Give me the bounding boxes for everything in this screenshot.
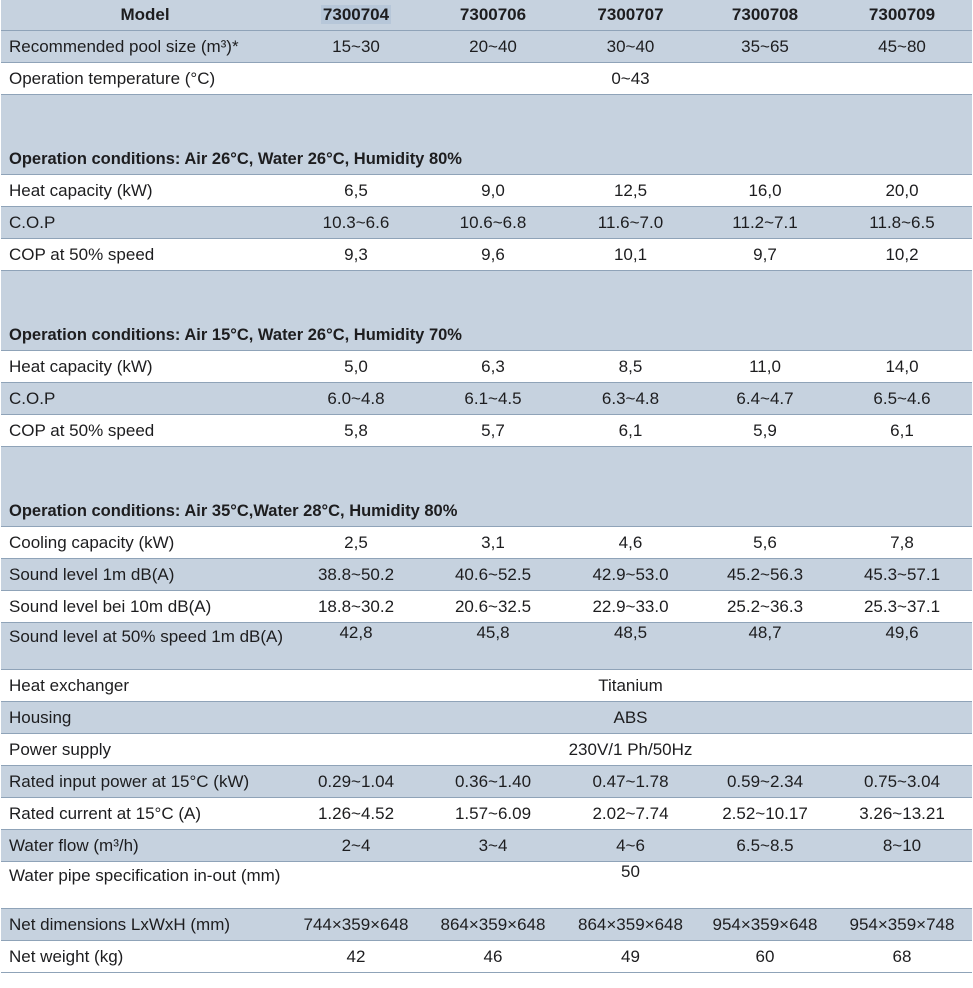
spec-row-sound-level-1m-db-a bbox=[1, 559, 972, 591]
section-title: Operation conditions: Air 35°C,Water 28°C, Humidity 80% bbox=[1, 447, 972, 527]
row-label: Sound level at 50% speed 1m dB(A) bbox=[1, 623, 289, 670]
section-header bbox=[1, 95, 972, 175]
row-value-model-1: 0.29~1.04 bbox=[289, 766, 423, 798]
row-value-model-3: 4,6 bbox=[563, 527, 698, 559]
row-value-model-2: 9,6 bbox=[423, 239, 563, 271]
row-label: Power supply bbox=[1, 734, 289, 766]
row-value-model-3: 864×359×648 bbox=[563, 909, 698, 941]
row-value-model-5: 10,2 bbox=[832, 239, 972, 271]
row-value-model-3: 4~6 bbox=[563, 830, 698, 862]
model-1-highlighted: 7300704 bbox=[322, 5, 390, 24]
row-value-model-3: 6,1 bbox=[563, 415, 698, 447]
section-title: Operation conditions: Air 26°C, Water 26°C, Humidity 80% bbox=[1, 95, 972, 175]
row-label: Cooling capacity (kW) bbox=[1, 527, 289, 559]
spec-table bbox=[1, 0, 972, 973]
row-value-all-models: 0~43 bbox=[289, 63, 972, 95]
row-value-model-5: 6,1 bbox=[832, 415, 972, 447]
row-value-model-3: 10,1 bbox=[563, 239, 698, 271]
row-value-model-4: 2.52~10.17 bbox=[698, 798, 832, 830]
spec-row-sound-level-at-50-speed-1m-db-a bbox=[1, 623, 972, 670]
row-value-model-2: 6.1~4.5 bbox=[423, 383, 563, 415]
row-label: Housing bbox=[1, 702, 289, 734]
row-value-model-3: 6.3~4.8 bbox=[563, 383, 698, 415]
row-value-model-2: 3~4 bbox=[423, 830, 563, 862]
row-value-model-1: 42,8 bbox=[289, 623, 423, 670]
model-col-2: 7300706 bbox=[423, 0, 563, 31]
row-value-model-5: 25.3~37.1 bbox=[832, 591, 972, 623]
row-value-model-5: 0.75~3.04 bbox=[832, 766, 972, 798]
row-value-model-5: 8~10 bbox=[832, 830, 972, 862]
row-value-model-1: 6,5 bbox=[289, 175, 423, 207]
row-value-model-2: 20~40 bbox=[423, 31, 563, 63]
row-value-model-1: 5,8 bbox=[289, 415, 423, 447]
row-label: Heat exchanger bbox=[1, 670, 289, 702]
row-value-model-3: 22.9~33.0 bbox=[563, 591, 698, 623]
row-value-model-1: 15~30 bbox=[289, 31, 423, 63]
row-value-model-4: 35~65 bbox=[698, 31, 832, 63]
row-value-model-4: 11.2~7.1 bbox=[698, 207, 832, 239]
model-col-5: 7300709 bbox=[832, 0, 972, 31]
row-value-model-5: 954×359×748 bbox=[832, 909, 972, 941]
spec-row-heat-capacity-kw bbox=[1, 175, 972, 207]
row-value-model-4: 954×359×648 bbox=[698, 909, 832, 941]
spec-row-rated-current-at-15-c-a bbox=[1, 798, 972, 830]
row-value-model-5: 45.3~57.1 bbox=[832, 559, 972, 591]
row-label: Heat capacity (kW) bbox=[1, 175, 289, 207]
model-col-3: 7300707 bbox=[563, 0, 698, 31]
row-value-model-1: 42 bbox=[289, 941, 423, 973]
row-value-model-3: 42.9~53.0 bbox=[563, 559, 698, 591]
row-value-model-4: 48,7 bbox=[698, 623, 832, 670]
row-value-model-5: 11.8~6.5 bbox=[832, 207, 972, 239]
row-label: COP at 50% speed bbox=[1, 415, 289, 447]
spec-row-cop-at-50-speed bbox=[1, 415, 972, 447]
spec-row-c-o-p bbox=[1, 207, 972, 239]
row-value-model-2: 9,0 bbox=[423, 175, 563, 207]
spec-row-recommended-pool-size-m bbox=[1, 31, 972, 63]
row-value-model-5: 49,6 bbox=[832, 623, 972, 670]
row-value-model-4: 6.5~8.5 bbox=[698, 830, 832, 862]
row-value-model-1: 10.3~6.6 bbox=[289, 207, 423, 239]
spec-row-cop-at-50-speed bbox=[1, 239, 972, 271]
spec-row-net-dimensions-lxwxh-mm bbox=[1, 909, 972, 941]
row-label: Sound level bei 10m dB(A) bbox=[1, 591, 289, 623]
row-label: Net dimensions LxWxH (mm) bbox=[1, 909, 289, 941]
row-label: Water flow (m³/h) bbox=[1, 830, 289, 862]
spec-row-housing bbox=[1, 702, 972, 734]
row-value-model-3: 0.47~1.78 bbox=[563, 766, 698, 798]
row-value-model-1: 2,5 bbox=[289, 527, 423, 559]
header-row bbox=[1, 0, 972, 31]
row-value-model-1: 744×359×648 bbox=[289, 909, 423, 941]
row-value-model-2: 46 bbox=[423, 941, 563, 973]
row-value-model-2: 20.6~32.5 bbox=[423, 591, 563, 623]
row-value-model-2: 5,7 bbox=[423, 415, 563, 447]
row-label: C.O.P bbox=[1, 383, 289, 415]
row-value-model-2: 1.57~6.09 bbox=[423, 798, 563, 830]
row-label: Operation temperature (°C) bbox=[1, 63, 289, 95]
spec-body bbox=[1, 31, 972, 973]
row-value-model-4: 5,9 bbox=[698, 415, 832, 447]
row-value-model-4: 9,7 bbox=[698, 239, 832, 271]
row-value-model-4: 60 bbox=[698, 941, 832, 973]
row-label: C.O.P bbox=[1, 207, 289, 239]
model-label: Model bbox=[1, 0, 289, 31]
section-header bbox=[1, 447, 972, 527]
row-value-model-3: 11.6~7.0 bbox=[563, 207, 698, 239]
row-value-model-4: 25.2~36.3 bbox=[698, 591, 832, 623]
row-value-model-5: 3.26~13.21 bbox=[832, 798, 972, 830]
spec-row-operation-temperature-c bbox=[1, 63, 972, 95]
spec-row-power-supply bbox=[1, 734, 972, 766]
row-label: Recommended pool size (m³)* bbox=[1, 31, 289, 63]
spec-row-sound-level-bei-10m-db-a bbox=[1, 591, 972, 623]
row-value-model-3: 8,5 bbox=[563, 351, 698, 383]
row-value-model-4: 11,0 bbox=[698, 351, 832, 383]
row-value-model-5: 14,0 bbox=[832, 351, 972, 383]
row-value-model-2: 10.6~6.8 bbox=[423, 207, 563, 239]
row-value-model-2: 3,1 bbox=[423, 527, 563, 559]
row-value-model-1: 9,3 bbox=[289, 239, 423, 271]
row-value-model-3: 2.02~7.74 bbox=[563, 798, 698, 830]
row-value-model-2: 0.36~1.40 bbox=[423, 766, 563, 798]
spec-row-heat-capacity-kw bbox=[1, 351, 972, 383]
section-title: Operation conditions: Air 15°C, Water 26°C, Humidity 70% bbox=[1, 271, 972, 351]
row-value-all-models: 50 bbox=[289, 862, 972, 909]
row-value-model-4: 5,6 bbox=[698, 527, 832, 559]
spec-row-water-flow-m-h bbox=[1, 830, 972, 862]
row-label: Water pipe specification in-out (mm) bbox=[1, 862, 289, 909]
section-header bbox=[1, 271, 972, 351]
row-label: Net weight (kg) bbox=[1, 941, 289, 973]
row-value-model-4: 0.59~2.34 bbox=[698, 766, 832, 798]
row-value-model-4: 45.2~56.3 bbox=[698, 559, 832, 591]
row-value-model-3: 30~40 bbox=[563, 31, 698, 63]
model-col-1 bbox=[289, 0, 423, 31]
row-value-model-1: 38.8~50.2 bbox=[289, 559, 423, 591]
row-label: Heat capacity (kW) bbox=[1, 351, 289, 383]
row-value-model-5: 68 bbox=[832, 941, 972, 973]
row-label: Rated input power at 15°C (kW) bbox=[1, 766, 289, 798]
row-value-all-models: Titanium bbox=[289, 670, 972, 702]
model-col-4: 7300708 bbox=[698, 0, 832, 31]
row-value-model-3: 12,5 bbox=[563, 175, 698, 207]
row-value-model-4: 6.4~4.7 bbox=[698, 383, 832, 415]
spec-row-c-o-p bbox=[1, 383, 972, 415]
row-value-model-1: 18.8~30.2 bbox=[289, 591, 423, 623]
row-value-model-2: 40.6~52.5 bbox=[423, 559, 563, 591]
row-value-model-2: 864×359×648 bbox=[423, 909, 563, 941]
row-value-model-3: 49 bbox=[563, 941, 698, 973]
row-value-model-4: 16,0 bbox=[698, 175, 832, 207]
row-label: COP at 50% speed bbox=[1, 239, 289, 271]
row-value-model-5: 6.5~4.6 bbox=[832, 383, 972, 415]
row-value-model-3: 48,5 bbox=[563, 623, 698, 670]
row-value-model-1: 5,0 bbox=[289, 351, 423, 383]
spec-row-heat-exchanger bbox=[1, 670, 972, 702]
row-value-model-1: 2~4 bbox=[289, 830, 423, 862]
row-value-all-models: ABS bbox=[289, 702, 972, 734]
row-value-all-models: 230V/1 Ph/50Hz bbox=[289, 734, 972, 766]
row-value-model-5: 45~80 bbox=[832, 31, 972, 63]
row-value-model-2: 6,3 bbox=[423, 351, 563, 383]
row-value-model-1: 1.26~4.52 bbox=[289, 798, 423, 830]
spec-row-cooling-capacity-kw bbox=[1, 527, 972, 559]
spec-row-net-weight-kg bbox=[1, 941, 972, 973]
row-value-model-5: 7,8 bbox=[832, 527, 972, 559]
row-value-model-5: 20,0 bbox=[832, 175, 972, 207]
row-label: Rated current at 15°C (A) bbox=[1, 798, 289, 830]
row-label: Sound level 1m dB(A) bbox=[1, 559, 289, 591]
spec-row-water-pipe-specification-in-out-mm bbox=[1, 862, 972, 909]
row-value-model-2: 45,8 bbox=[423, 623, 563, 670]
spec-row-rated-input-power-at-15-c-kw bbox=[1, 766, 972, 798]
row-value-model-1: 6.0~4.8 bbox=[289, 383, 423, 415]
